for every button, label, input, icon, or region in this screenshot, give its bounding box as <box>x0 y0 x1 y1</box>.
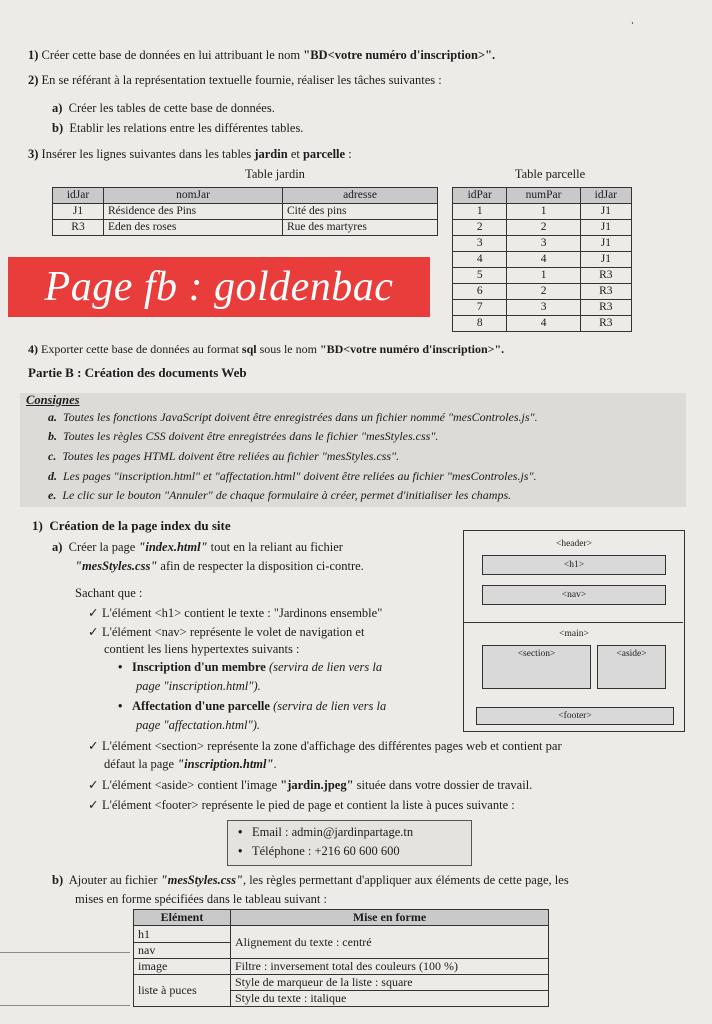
table-jardin-title: Table jardin <box>245 167 305 181</box>
bullet-icon: • <box>118 660 123 674</box>
link-item-inscription: • Inscription d'un membre (servira de lien vers la <box>118 660 383 674</box>
table-row: 7 3 R3 <box>453 300 632 316</box>
bullet-icon: • <box>238 825 243 839</box>
table-header: idPar <box>453 188 507 204</box>
check-h1: ✓ L'élément <h1> contient le texte : "Jardinons ensemble" <box>88 606 383 620</box>
question-2b: b) Etablir les relations entre les différentes tables. <box>52 121 304 135</box>
bullet-icon: • <box>238 844 243 858</box>
diagram-aside-box: <aside> <box>597 645 666 689</box>
table-row: J1 Résidence des Pins Cité des pins <box>53 204 438 220</box>
check-aside: ✓ L'élément <aside> contient l'image "jardin.jpeg" située dans votre dossier de travail. <box>88 778 533 792</box>
table-row: 2 2 J1 <box>453 220 632 236</box>
check-section-line2: défaut la page "inscription.html". <box>104 757 277 771</box>
diagram-header-label: <header> <box>555 539 593 549</box>
watermark-banner: Page fb : goldenbac <box>8 257 430 317</box>
diagram-divider <box>463 622 683 623</box>
layout-diagram <box>463 530 685 732</box>
table-row: 4 4 J1 <box>453 252 632 268</box>
margin-mark: ˌ <box>630 10 635 25</box>
diagram-main-label: <main> <box>559 629 589 639</box>
checkmark-icon: ✓ <box>88 606 99 620</box>
check-nav-line2: contient les liens hypertextes suivants : <box>104 642 300 656</box>
footer-contact-list <box>227 820 472 866</box>
contact-email: • Email : admin@jardinpartage.tn <box>238 825 414 839</box>
question-3: 3) Insérer les lignes suivantes dans les tables jardin et parcelle : <box>28 147 352 161</box>
bullet-icon: • <box>118 699 123 713</box>
question-1: 1) Créer cette base de données en lui attribuant le nom "BD<votre numéro d'inscription>". <box>28 48 496 62</box>
consignes-title: Consignes <box>26 393 80 407</box>
consigne-item: c. Toutes les pages HTML doivent être reliées au fichier "mesStyles.css". <box>48 449 400 463</box>
check-nav: ✓ L'élément <nav> représente le volet de navigation et <box>88 625 365 639</box>
table-header: Mise en forme <box>231 910 549 926</box>
task-1b-line2: mises en forme spécifiées dans le tableau suivant : <box>75 892 328 906</box>
checkmark-icon: ✓ <box>88 778 99 792</box>
table-header: idJar <box>53 188 104 204</box>
table-header: Elément <box>134 910 231 926</box>
sachant-que: Sachant que : <box>75 586 143 600</box>
checkmark-icon: ✓ <box>88 625 99 639</box>
consigne-item: a. Toutes les fonctions JavaScript doivent être enregistrées dans un fichier nommé "mesControles.js". <box>48 410 538 424</box>
consigne-item: b. Toutes les règles CSS doivent être enregistrées dans le fichier "mesStyles.css". <box>48 429 439 443</box>
table-header: numPar <box>507 188 580 204</box>
table-header: adresse <box>283 188 438 204</box>
question-2a: a) Créer les tables de cette base de données. <box>52 101 275 115</box>
table-row: h1 nav Alignement du texte : centré <box>134 926 549 959</box>
table-row: 3 3 J1 <box>453 236 632 252</box>
checkmark-icon: ✓ <box>88 798 99 812</box>
task-1a: a) Créer la page "index.html" tout en la reliant au fichier <box>52 540 343 554</box>
link-item-inscription-line2: page "inscription.html"). <box>136 679 261 693</box>
scan-line <box>0 952 130 953</box>
table-parcelle-title: Table parcelle <box>514 167 586 181</box>
section-1-title: 1) Création de la page index du site <box>32 518 231 533</box>
consigne-item: d. Les pages "inscription.html" et "affectation.html" doivent être reliées au fichier "mesControles.js". <box>48 469 537 483</box>
table-row: 1 1 J1 <box>453 204 632 220</box>
diagram-section-box: <section> <box>482 645 591 689</box>
diagram-footer-box: <footer> <box>476 707 674 725</box>
style-table <box>133 909 549 1007</box>
link-item-affectation-line2: page "affectation.html"). <box>136 718 261 732</box>
scan-line <box>0 1005 130 1006</box>
table-jardin <box>52 187 438 236</box>
table-header: idJar <box>580 188 631 204</box>
table-header: nomJar <box>104 188 283 204</box>
check-footer: ✓ L'élément <footer> représente le pied de page et contient la liste à puces suivante : <box>88 798 515 812</box>
diagram-nav-box: <nav> <box>482 585 666 605</box>
checkmark-icon: ✓ <box>88 739 99 753</box>
table-row: 8 4 R3 <box>453 316 632 332</box>
partie-b-title: Partie B : Création des documents Web <box>28 365 247 380</box>
table-row: image Filtre : inversement total des couleurs (100 %) <box>134 959 549 975</box>
table-row: 5 1 R3 <box>453 268 632 284</box>
question-2: 2) En se référant à la représentation textuelle fournie, réaliser les tâches suivantes : <box>28 73 442 87</box>
task-1a-line2: "mesStyles.css" afin de respecter la disposition ci-contre. <box>75 559 364 573</box>
table-row: 6 2 R3 <box>453 284 632 300</box>
table-parcelle <box>452 187 632 332</box>
consignes-box <box>20 393 686 507</box>
question-4: 4) Exporter cette base de données au format sql sous le nom "BD<votre numéro d'inscription>". <box>28 342 505 356</box>
task-1b: b) Ajouter au fichier "mesStyles.css", les règles permettant d'appliquer aux éléments de cette page, les <box>52 873 569 887</box>
table-row: R3 Eden des roses Rue des martyres <box>53 220 438 236</box>
contact-phone: • Téléphone : +216 60 600 600 <box>238 844 400 858</box>
table-row: liste à puces Style de marqueur de la liste : square Style du texte : italique <box>134 975 549 1007</box>
consigne-item: e. Le clic sur le bouton "Annuler" de chaque formulaire à créer, permet d'initialiser les champs. <box>48 488 512 502</box>
check-section: ✓ L'élément <section> représente la zone d'affichage des différentes pages web et contient par <box>88 739 562 753</box>
link-item-affectation: • Affectation d'une parcelle (servira de lien vers la <box>118 699 387 713</box>
diagram-h1-box: <h1> <box>482 555 666 575</box>
